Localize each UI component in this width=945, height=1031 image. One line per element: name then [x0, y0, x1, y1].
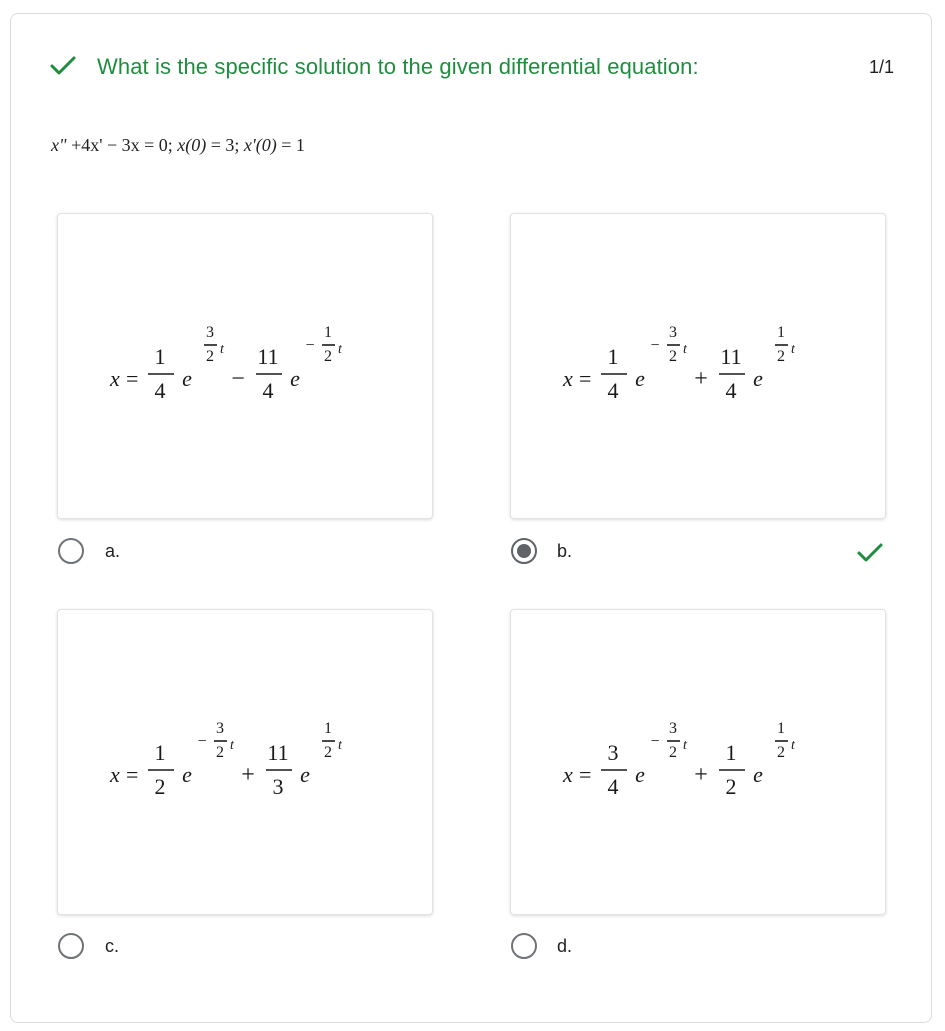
option-a-radio[interactable] — [58, 538, 84, 564]
exponent-denominator: 2 — [216, 744, 224, 761]
fraction-denominator: 2 — [725, 774, 737, 799]
fraction-numerator: 1 — [607, 344, 619, 369]
option-d-image[interactable] — [510, 609, 886, 915]
fraction-denominator: 4 — [154, 378, 166, 403]
exponent-variable: t — [683, 342, 687, 357]
operator-sign: + — [694, 762, 708, 788]
exponent-denominator: 2 — [206, 348, 214, 365]
exponent-numerator: 1 — [324, 324, 332, 341]
exponent-sign: − — [197, 733, 207, 750]
equals-sign: = — [126, 762, 139, 787]
option-d-label: d. — [557, 936, 573, 956]
question-card — [10, 13, 932, 1023]
exponent-numerator: 3 — [669, 720, 677, 737]
exponent-denominator: 2 — [777, 744, 785, 761]
fraction-numerator: 3 — [607, 740, 619, 765]
option-c-image[interactable] — [57, 609, 433, 915]
formula-lhs: x — [563, 366, 573, 391]
exponent-variable: t — [791, 738, 795, 753]
exponential-base: e — [753, 366, 763, 391]
fraction-numerator: 11 — [720, 344, 742, 369]
exponent-denominator: 2 — [777, 348, 785, 365]
exponent-numerator: 3 — [669, 324, 677, 341]
exponential-base: e — [753, 762, 763, 787]
exponent-denominator: 2 — [669, 744, 677, 761]
option-c-radio[interactable] — [58, 933, 84, 959]
option-b-image[interactable] — [510, 213, 886, 519]
question-title: What is the specific solution to the given differential equation: — [97, 54, 699, 79]
check-icon — [49, 54, 77, 78]
option-a-formula — [58, 214, 434, 520]
fraction-numerator: 1 — [725, 740, 737, 765]
option-a-label: a. — [105, 541, 121, 561]
fraction-denominator: 4 — [725, 378, 737, 403]
formula-lhs: x — [563, 762, 573, 787]
equals-sign: = — [126, 366, 139, 391]
exponent-numerator: 3 — [206, 324, 214, 341]
exponential-base: e — [635, 366, 645, 391]
exponent-sign: − — [650, 733, 660, 750]
fraction-numerator: 1 — [154, 740, 166, 765]
fraction-numerator: 1 — [154, 344, 166, 369]
option-c-label: c. — [105, 936, 120, 956]
exponent-sign: − — [650, 337, 660, 354]
exponential-base: e — [290, 366, 300, 391]
exponent-numerator: 3 — [216, 720, 224, 737]
equals-sign: = — [579, 762, 592, 787]
fraction-denominator: 4 — [607, 774, 619, 799]
equals-sign: = — [579, 366, 592, 391]
exponent-denominator: 2 — [669, 348, 677, 365]
check-icon — [856, 541, 884, 565]
fraction-numerator: 11 — [267, 740, 289, 765]
exponential-base: e — [300, 762, 310, 787]
option-d-formula — [511, 610, 887, 916]
fraction-denominator: 2 — [154, 774, 166, 799]
exponent-variable: t — [220, 342, 224, 357]
exponential-base: e — [635, 762, 645, 787]
option-b-label: b. — [557, 541, 573, 561]
exponent-denominator: 2 — [324, 348, 332, 365]
exponential-base: e — [182, 366, 192, 391]
question-equation: x" +4x' − 3x = 0; x(0) = 3; x'(0) = 1 — [51, 135, 305, 155]
exponent-variable: t — [230, 738, 234, 753]
fraction-denominator: 4 — [262, 378, 274, 403]
option-b-radio[interactable] — [511, 538, 537, 564]
exponent-numerator: 1 — [777, 720, 785, 737]
exponent-numerator: 1 — [324, 720, 332, 737]
exponent-sign: − — [305, 337, 315, 354]
formula-lhs: x — [110, 762, 120, 787]
fraction-denominator: 4 — [607, 378, 619, 403]
option-d-radio[interactable] — [511, 933, 537, 959]
operator-sign: + — [241, 762, 255, 788]
fraction-numerator: 11 — [257, 344, 279, 369]
question-score: 1/1 — [868, 57, 894, 77]
fraction-denominator: 3 — [272, 774, 284, 799]
exponent-numerator: 1 — [777, 324, 785, 341]
formula-lhs: x — [110, 366, 120, 391]
exponent-variable: t — [338, 738, 342, 753]
exponent-variable: t — [338, 342, 342, 357]
operator-sign: + — [694, 366, 708, 392]
exponent-variable: t — [791, 342, 795, 357]
exponent-denominator: 2 — [324, 744, 332, 761]
radio-checked-icon — [517, 544, 531, 558]
option-a-image[interactable] — [57, 213, 433, 519]
option-b-formula — [511, 214, 887, 520]
exponential-base: e — [182, 762, 192, 787]
operator-sign: − — [231, 366, 245, 392]
option-c-formula — [58, 610, 434, 916]
exponent-variable: t — [683, 738, 687, 753]
